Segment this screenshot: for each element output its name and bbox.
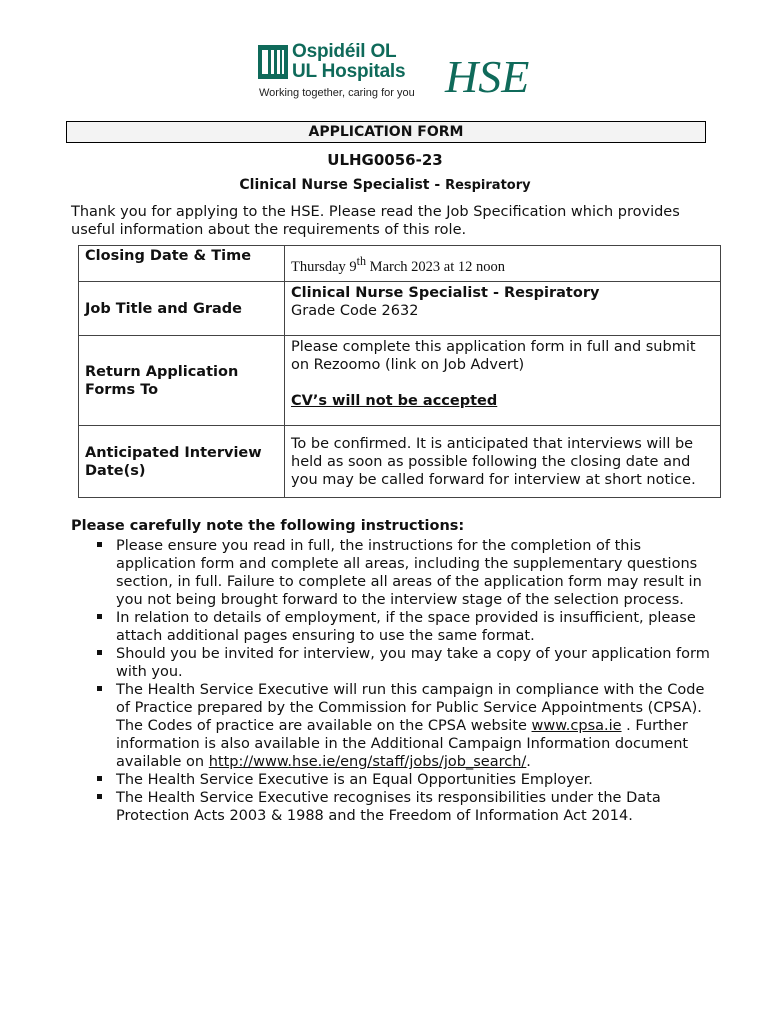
job-title-label: Job Title and Grade (79, 282, 285, 336)
table-row (79, 336, 721, 426)
instruction-text: The Health Service Executive will run this campaign in compliance with the Code of Practice prepared by the Commission for Public Service Appointments (CPSA). The Codes of practice are available on the CPSA website (116, 682, 705, 734)
return-forms-value (285, 336, 721, 426)
bullet-icon (97, 542, 102, 547)
job-title-text: Clinical Nurse Specialist - Respiratory (291, 285, 600, 301)
closing-day-suffix: th (356, 253, 367, 268)
logo-area (258, 42, 528, 106)
instruction-text: The Health Service Executive is an Equal Opportunities Employer. (116, 772, 593, 788)
instruction-text: In relation to details of employment, if the space provided is insufficient, please attach additional pages ensuring to use the same format. (116, 610, 696, 644)
list-item (116, 609, 716, 645)
hospital-name (292, 42, 405, 82)
bullet-icon (97, 686, 102, 691)
table-row (79, 246, 721, 282)
bullet-icon (97, 614, 102, 619)
job-title-main: Clinical Nurse Specialist - (239, 177, 446, 193)
instruction-text: . (526, 754, 531, 770)
closing-date-value (285, 246, 721, 282)
cv-note: CV’s will not be accepted (291, 393, 498, 409)
hse-logo-text: HSE (445, 51, 530, 102)
ul-hospitals-logo-icon (258, 45, 288, 79)
hospital-tagline: Working together, caring for you (259, 87, 415, 99)
job-grade-text: Grade Code 2632 (291, 303, 419, 319)
job-title-sub: Respiratory (445, 178, 531, 193)
closing-date-label: Closing Date & Time (79, 246, 285, 282)
instruction-text: The Health Service Executive recognises its responsibilities under the Data Protection Acts 2003 & 1988 and the Freedom of Information Act 2014. (116, 790, 661, 824)
intro-text: Thank you for applying to the HSE. Please read the Job Specification which provides useful information about the requirements of this role. (71, 204, 680, 238)
list-item (116, 681, 716, 771)
hospital-name-line2: UL Hospitals (292, 61, 406, 82)
form-heading: APPLICATION FORM (66, 121, 706, 143)
bullet-icon (97, 776, 102, 781)
list-item (116, 771, 716, 789)
interview-date-label: Anticipated Interview Date(s) (79, 426, 285, 498)
instructions-heading: Please carefully note the following instructions: (71, 518, 465, 534)
job-reference: ULHG0056-23 (327, 151, 443, 169)
list-item (116, 537, 716, 609)
job-title-value (285, 282, 721, 336)
return-forms-text: Please complete this application form in full and submit on Rezoomo (link on Job Advert) (291, 339, 696, 373)
interview-date-value: To be confirmed. It is anticipated that interviews will be held as soon as possible following the closing date and you may be called forward for interview at short notice. (285, 426, 721, 498)
instruction-text: Please ensure you read in full, the instructions for the completion of this application form and complete all areas, including the supplementary questions section, in full. Failure to complete all areas of the application form may result in you not being brought forward to the interview stage of the selection process. (116, 538, 702, 608)
table-row (79, 282, 721, 336)
table-row (79, 426, 721, 498)
job-title-heading (0, 177, 770, 193)
details-table (78, 245, 721, 498)
list-item (116, 645, 716, 681)
instruction-text: . Further information is also available in the Additional Campaign Information document available on (116, 718, 689, 770)
instructions-list (116, 537, 716, 825)
hospital-name-line1: Ospidéil OL (292, 41, 397, 62)
cpsa-link[interactable]: www.cpsa.ie (531, 718, 622, 734)
bullet-icon (97, 794, 102, 799)
bullet-icon (97, 650, 102, 655)
closing-day: Thursday 9 (291, 258, 357, 275)
hse-jobs-link[interactable]: http://www.hse.ie/eng/staff/jobs/job_search/ (208, 754, 527, 770)
hse-logo-icon (443, 44, 530, 104)
closing-rest: March 2023 at 12 noon (366, 258, 505, 275)
instruction-text: Should you be invited for interview, you may take a copy of your application form with you. (116, 646, 710, 680)
list-item (116, 789, 716, 825)
return-forms-label: Return Application Forms To (79, 336, 285, 426)
